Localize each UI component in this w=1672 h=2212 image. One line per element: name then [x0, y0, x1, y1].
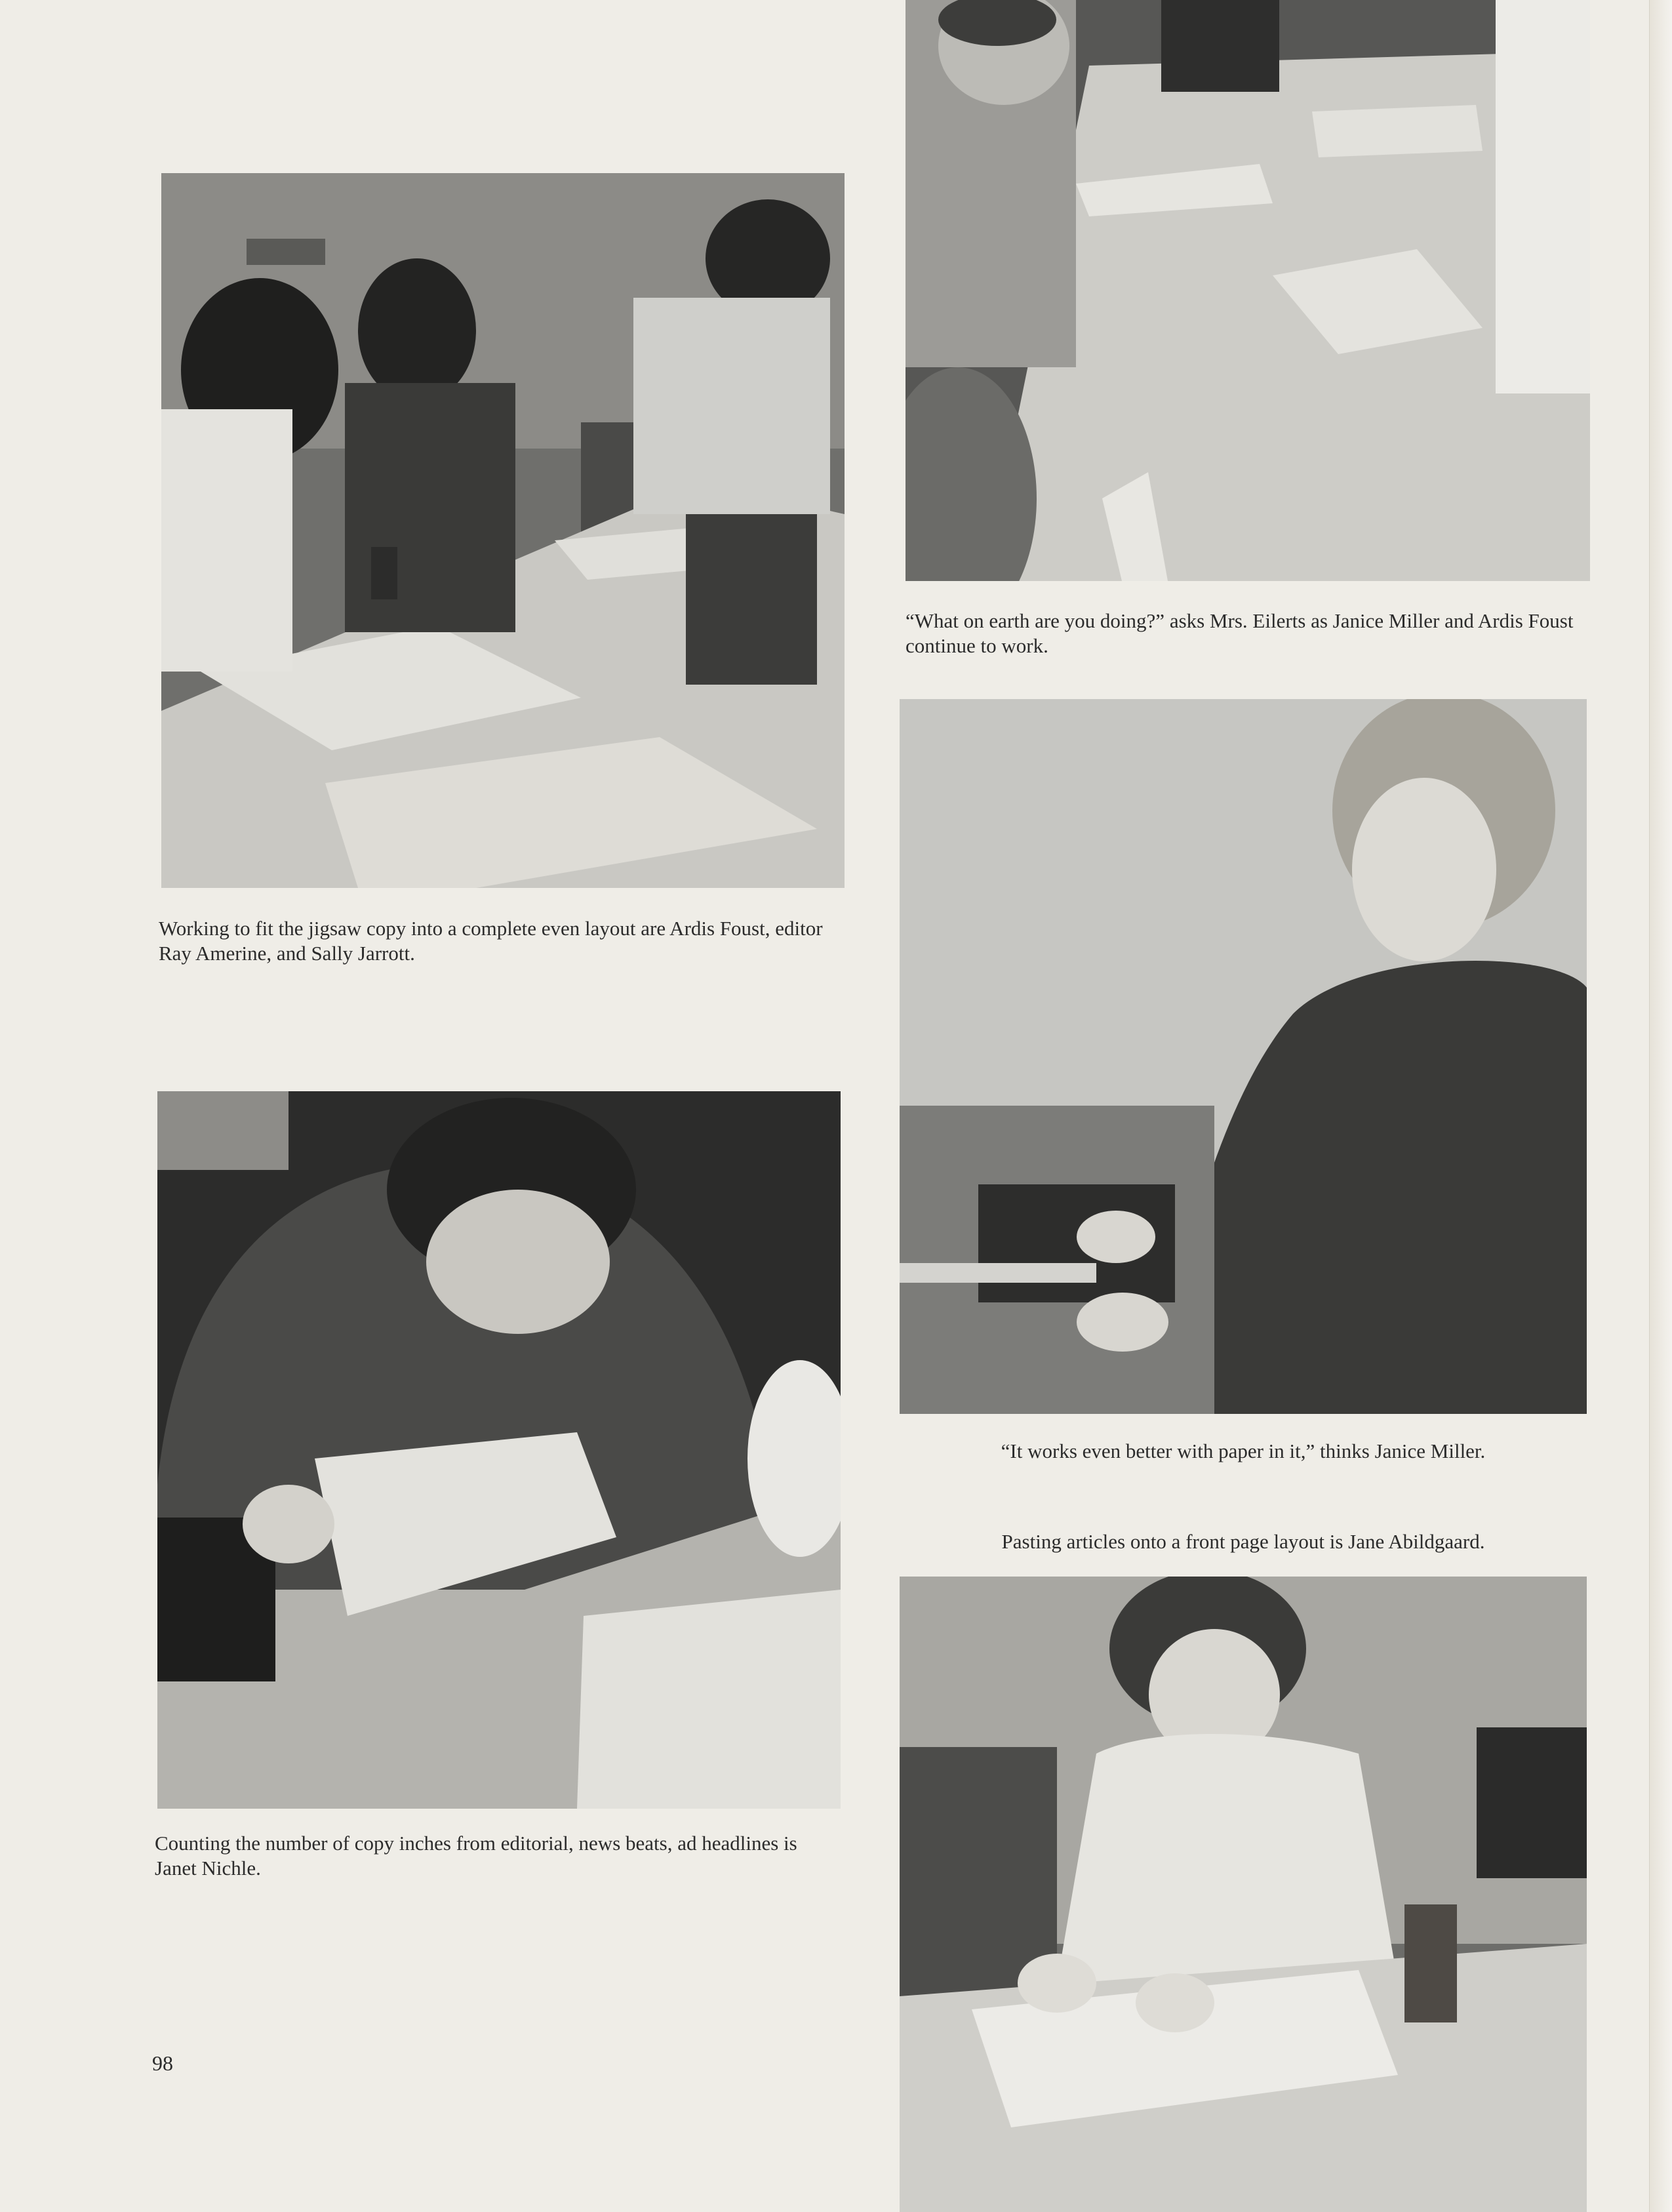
caption-table-top: “What on earth are you doing?” asks Mrs. Eilerts as Janice Miller and Ardis Foust continue to work. — [906, 609, 1574, 657]
page-number: 98 — [152, 2051, 173, 2075]
photo-typewriter-image — [900, 699, 1587, 1414]
photo-counting-copy-image — [157, 1091, 841, 1809]
photo-layout-team — [161, 173, 845, 888]
photo-pasting-articles-image — [900, 1577, 1587, 2212]
caption-pasting: Pasting articles onto a front page layout is Jane Abildgaard. — [1001, 1530, 1485, 1553]
photo-typewriter — [900, 699, 1587, 1414]
photo-counting-copy — [157, 1091, 841, 1809]
photo-table-top-image — [906, 0, 1590, 581]
caption-layout-team: Working to fit the jigsaw copy into a complete even layout are Ardis Foust, editor Ray Amerine, and Sally Jarrott. — [159, 917, 823, 965]
caption-counting: Counting the number of copy inches from editorial, news beats, ad headlines is Janet Nichle. — [155, 1832, 797, 1880]
photo-table-top — [906, 0, 1590, 581]
caption-typewriter: “It works even better with paper in it,” thinks Janice Miller. — [1001, 1439, 1486, 1462]
page-edge — [1649, 0, 1672, 2212]
photo-layout-team-image — [161, 173, 845, 888]
photo-pasting-articles — [900, 1577, 1587, 2212]
